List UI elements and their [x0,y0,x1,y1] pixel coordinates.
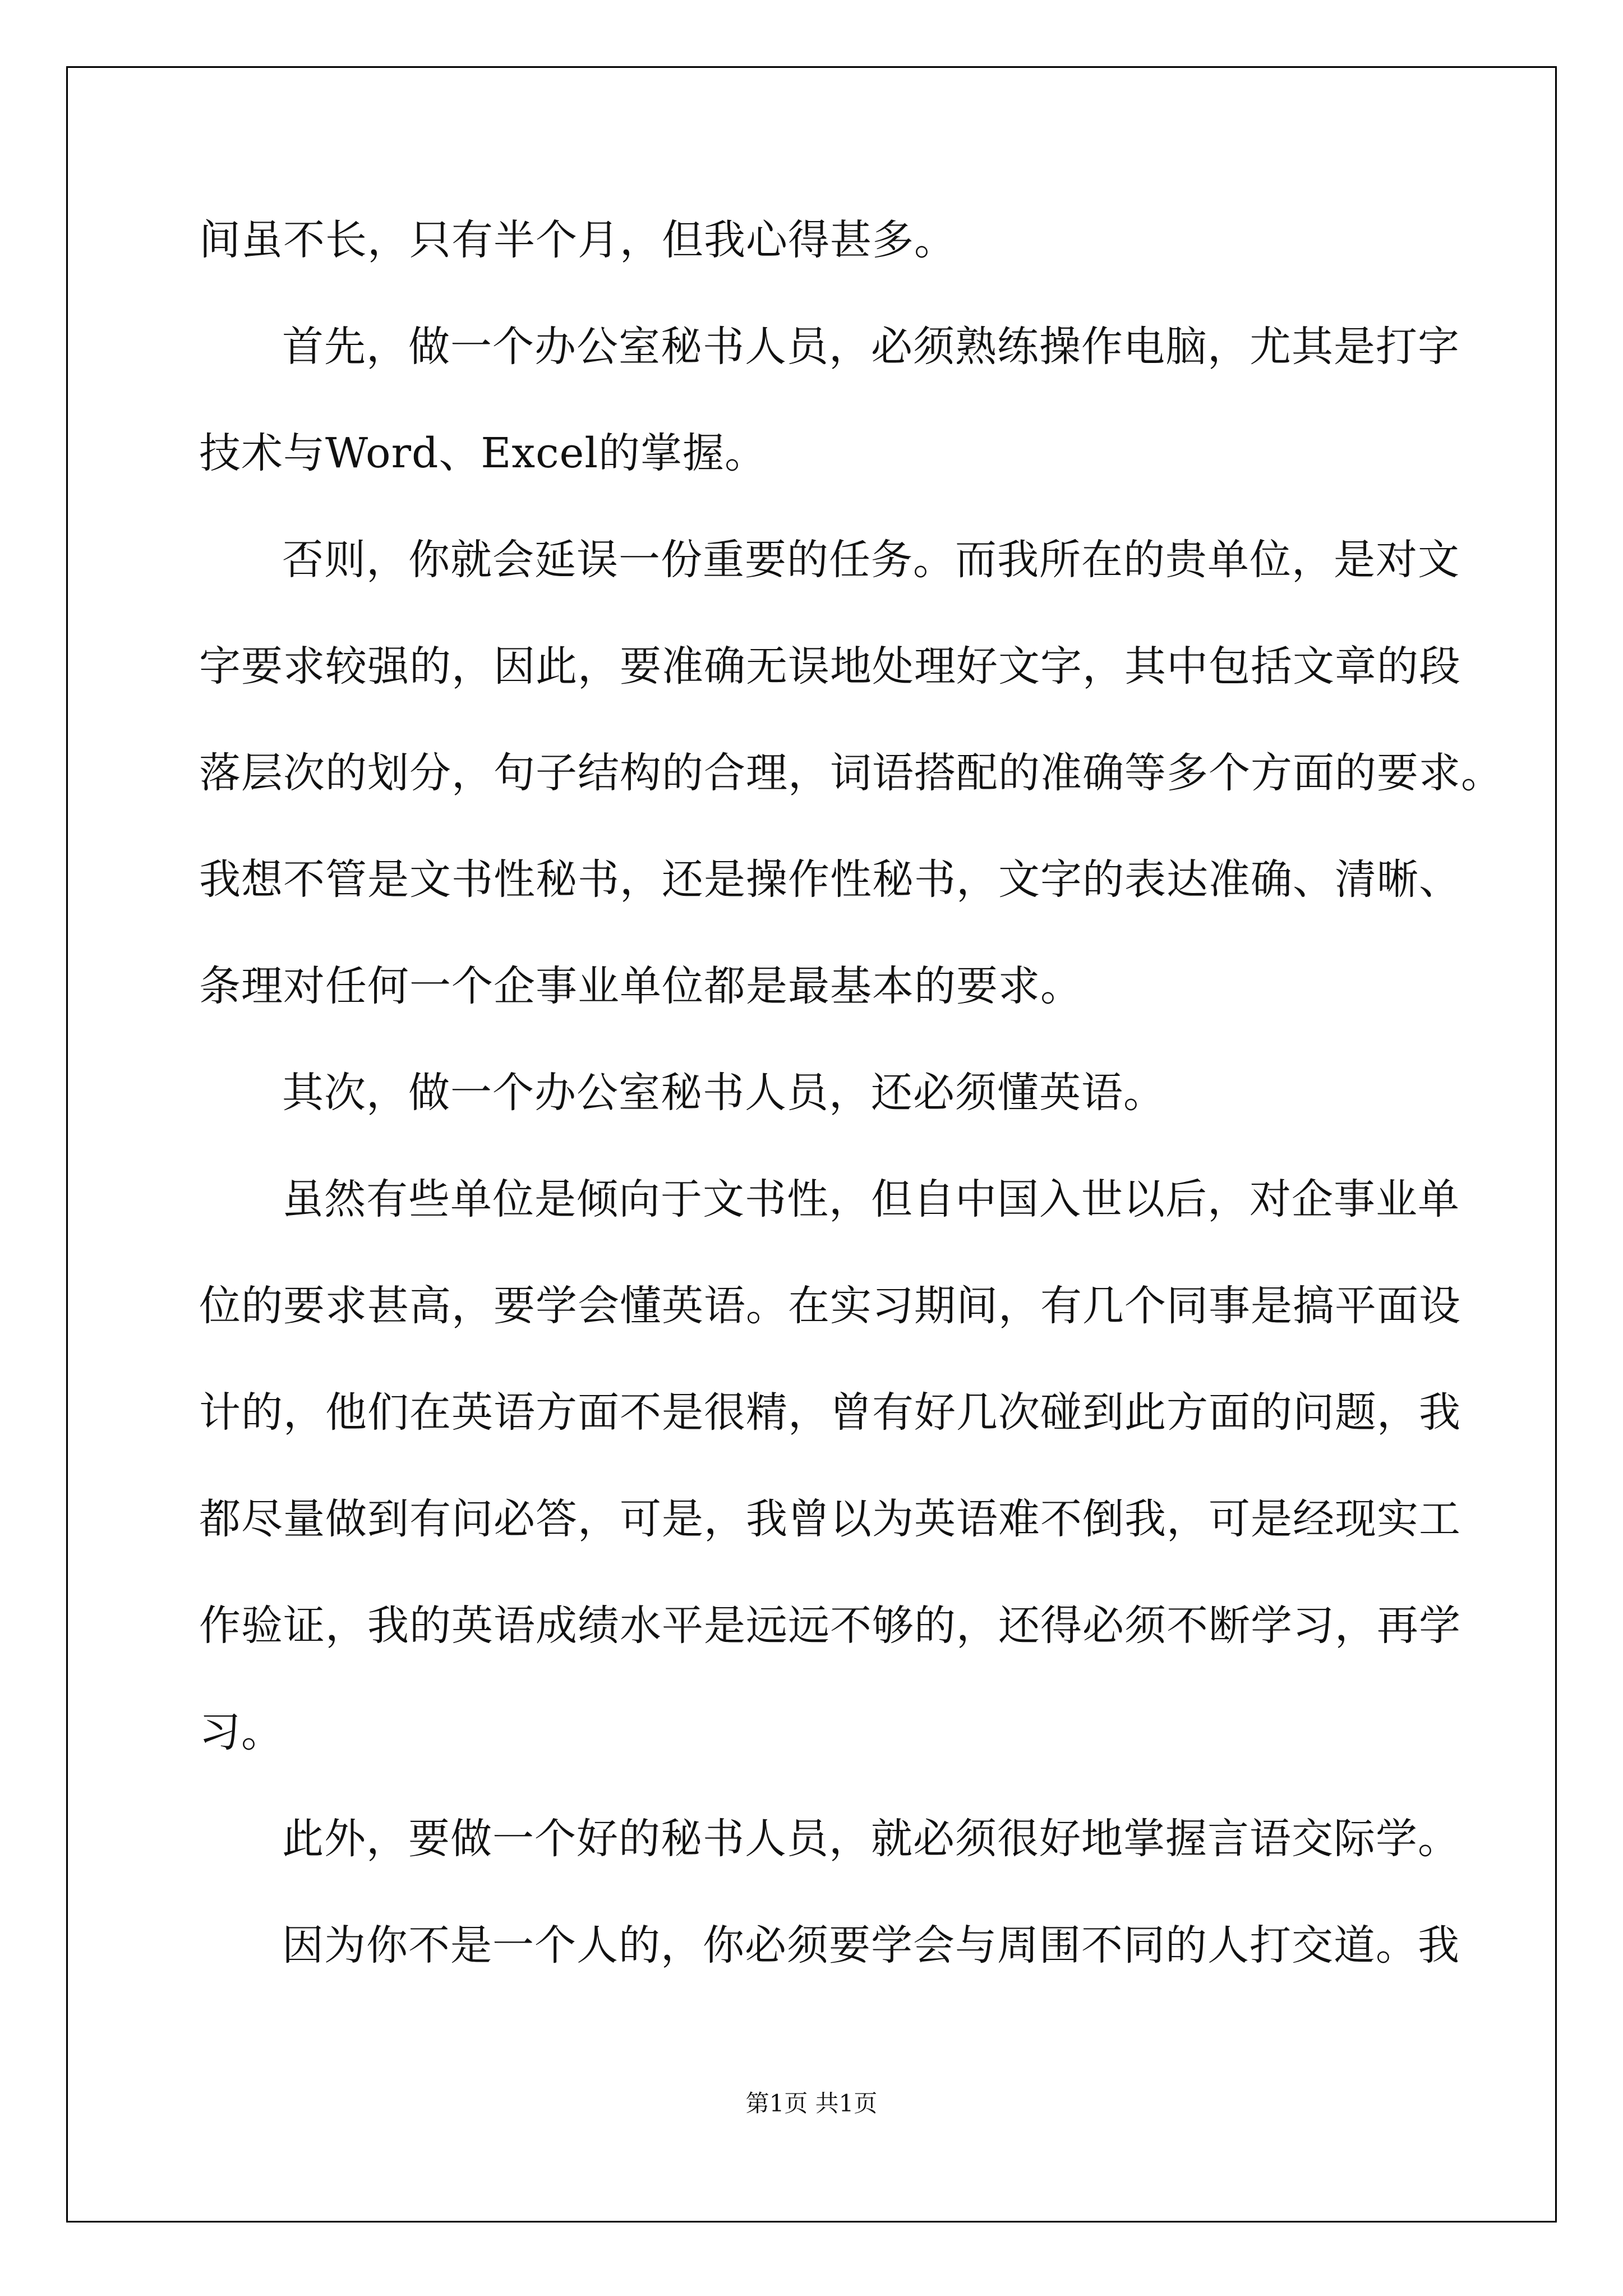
paragraph-first-line: 虽然有些单位是倾向于文书性，但自中国入世以后，对企事业单 [282,1175,1460,1223]
page-number-footer: 第1页 共1页 [745,2090,878,2117]
text-line: 条理对任何一个企事业单位都是最基本的要求。 [199,962,1082,1010]
text-line: 作验证，我的英语成绩水平是远远不够的，还得必须不断学习，再学 [199,1602,1461,1650]
text-line: 间虽不长，只有半个月，但我心得甚多。 [199,216,956,264]
text-line: 技术与Word、Excel的掌握。 [199,429,767,477]
text-line: 落层次的划分，句子结构的合理，词语搭配的准确等多个方面的要求。 [199,749,1503,797]
text-line: 字要求较强的，因此，要准确无误地处理好文字，其中包括文章的段 [199,642,1461,691]
paragraph-first-line: 首先，做一个办公室秘书人员，必须熟练操作电脑，尤其是打字 [282,323,1460,371]
paragraph-first-line: 此外，要做一个好的秘书人员，就必须很好地掌握言语交际学。 [282,1815,1460,1863]
document-body [199,212,1503,2024]
paragraph-first-line: 因为你不是一个人的，你必须要学会与周围不同的人打交道。我 [282,1921,1460,1970]
text-line: 计的，他们在英语方面不是很精，曾有好几次碰到此方面的问题，我 [199,1388,1461,1437]
text-line: 习。 [199,1708,283,1756]
text-line: 都尽量做到有问必答，可是，我曾以为英语难不倒我，可是经现实工 [199,1495,1461,1543]
text-line: 位的要求甚高，要学会懂英语。在实习期间，有几个同事是搞平面设 [199,1282,1461,1330]
text-line: 我想不管是文书性秘书，还是操作性秘书，文字的表达准确、清晰、 [199,855,1461,904]
paragraph-first-line: 否则，你就会延误一份重要的任务。而我所在的贵单位，是对文 [282,536,1460,584]
paragraph-first-line: 其次，做一个办公室秘书人员，还必须懂英语。 [282,1069,1165,1117]
